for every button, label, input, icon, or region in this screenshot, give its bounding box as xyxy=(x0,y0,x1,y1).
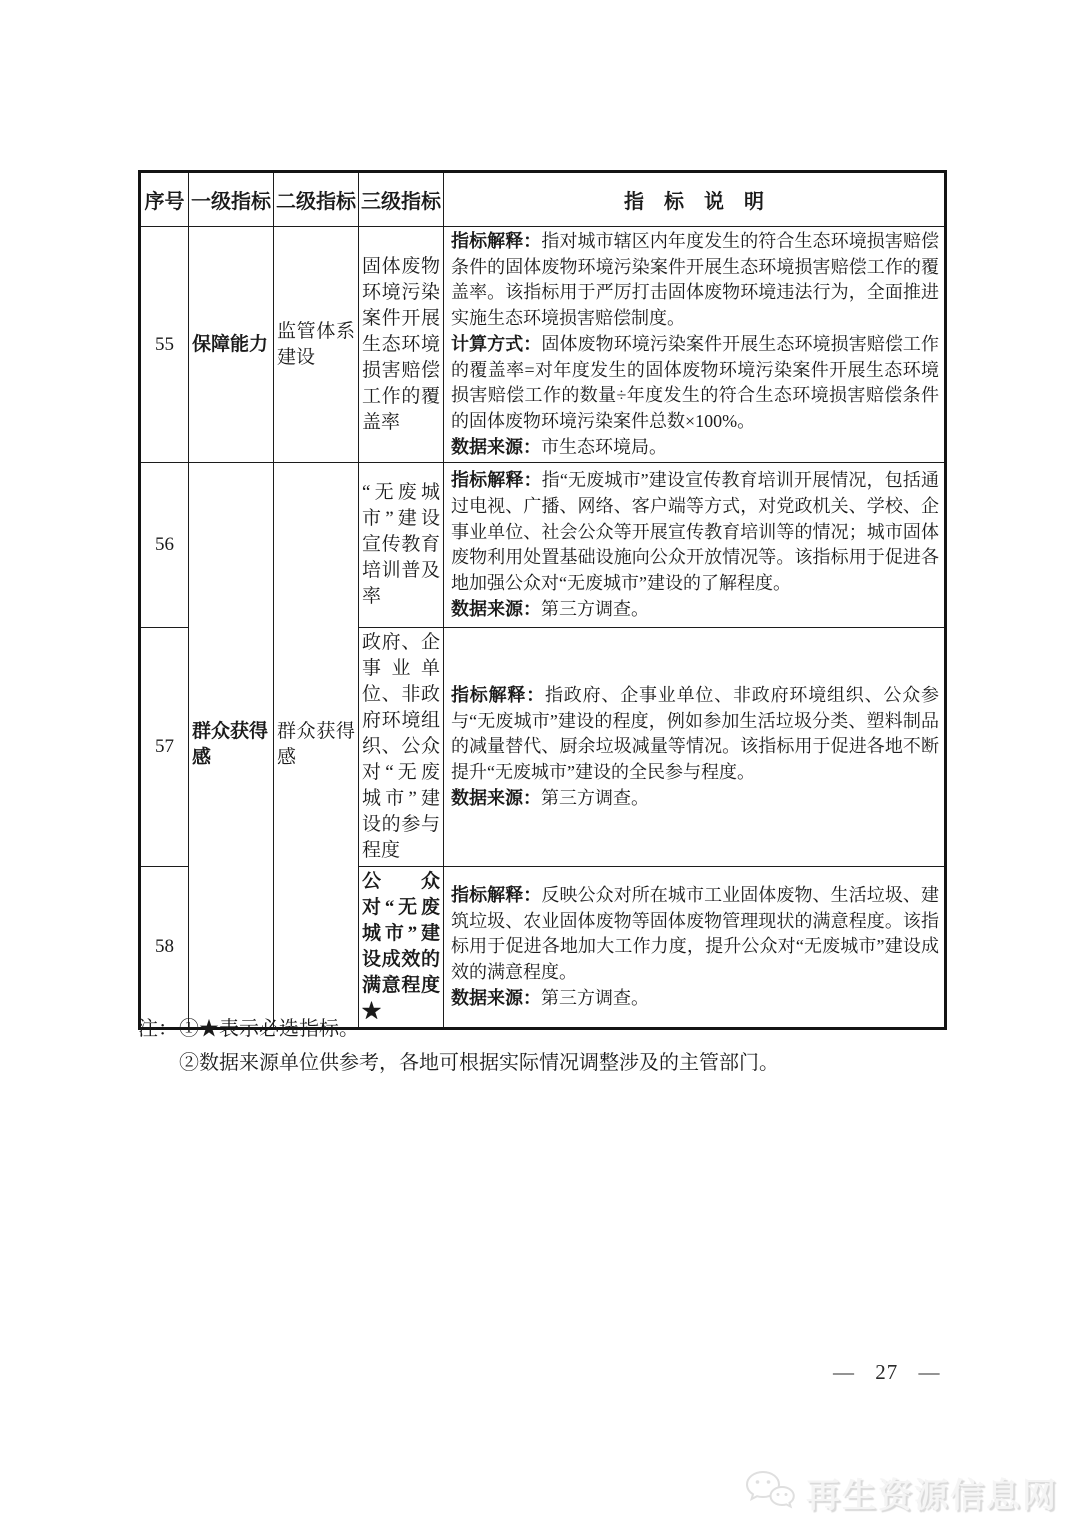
col-header-level1: 一级指标 xyxy=(189,172,274,227)
col-header-level2: 二级指标 xyxy=(274,172,359,227)
cell-description-57 xyxy=(444,628,946,867)
desc-label: 指标解释： xyxy=(451,885,542,906)
desc-text: 第三方调查。 xyxy=(541,598,649,619)
desc-text: 反映公众对所在城市工业固体废物、生活垃圾、建筑垃圾、农业固体废物等固体废物管理现状的满意程度。该指标用于促进各地加大工作力度，提升公众对“无废城市”建设成效的满意程度。 xyxy=(451,885,940,983)
table-row-55 xyxy=(140,227,946,463)
cell-level2-55: 监管体系建设 xyxy=(274,227,359,463)
desc-label: 指标解释： xyxy=(451,470,542,491)
indicator-table xyxy=(138,170,947,1030)
footer-watermark xyxy=(744,1468,1058,1517)
desc-paragraph xyxy=(451,332,939,435)
desc-text: 固体废物环境污染案件开展生态环境损害赔偿工作的覆盖率=对年度发生的固体废物环境污染案件开展生态环境损害赔偿工作的数量÷年度发生的符合生态环境损害赔偿条件的固体废物环境污染案件总数×100%。 xyxy=(451,333,940,431)
desc-paragraph xyxy=(451,683,939,786)
cell-serial-58: 58 xyxy=(140,867,189,1029)
desc-paragraph xyxy=(451,597,939,623)
note-line-2 xyxy=(138,1046,958,1080)
cell-level3-55: 固体废物环境污染案件开展生态环境损害赔偿工作的覆盖率 xyxy=(359,227,444,463)
note-line-1 xyxy=(138,1012,958,1046)
page-number: — 27 — xyxy=(833,1360,941,1384)
desc-label: 数据来源： xyxy=(451,436,541,457)
table-header-row xyxy=(140,172,946,227)
desc-text: 市生态环境局。 xyxy=(541,436,667,457)
cell-level1-merged-56-58: 群众获得感 xyxy=(189,463,274,1029)
col-header-serial: 序号 xyxy=(140,172,189,227)
desc-paragraph xyxy=(451,468,939,597)
note-text: ①★表示必选指标。 xyxy=(179,1018,359,1040)
desc-label: 数据来源： xyxy=(451,787,541,808)
cell-description-58 xyxy=(444,867,946,1029)
table-row-56 xyxy=(140,463,946,628)
cell-description-55 xyxy=(444,227,946,463)
cell-level1-55: 保障能力 xyxy=(189,227,274,463)
cell-level3-56: “无废城市”建设宣传教育培训普及率 xyxy=(359,463,444,628)
cell-description-56 xyxy=(444,463,946,628)
cell-serial-57: 57 xyxy=(140,628,189,867)
desc-text: 第三方调查。 xyxy=(541,787,649,808)
watermark-text: 再生资源信息网 xyxy=(806,1477,1058,1515)
desc-text: 指对城市辖区内年度发生的符合生态环境损害赔偿条件的固体废物环境污染案件开展生态环境损害赔偿工作的覆盖率。该指标用于严厉打击固体废物环境违法行为，全面推进实施生态环境损害赔偿制度。 xyxy=(451,231,940,329)
desc-paragraph xyxy=(451,229,939,332)
desc-text: 指“无废城市”建设宣传教育培训开展情况，包括通过电视、广播、网络、客户端等方式，对党政机关、学校、企事业单位、社会公众等开展宣传教育培训等的情况；城市固体废物利用处置基础设施向公众开放情况等。该指标用于促进各地加强公众对“无废城市”建设的了解程度。 xyxy=(451,470,939,594)
table-notes xyxy=(138,1012,958,1080)
desc-paragraph xyxy=(451,435,939,461)
cell-serial-56: 56 xyxy=(140,463,189,628)
desc-text: 指政府、企事业单位、非政府环境组织、公众参与“无废城市”建设的程度，例如参加生活垃圾分类、塑料制品的减量替代、厨余垃圾减量等情况。该指标用于促进各地不断提升“无废城市”建设的全民参与程度。 xyxy=(451,685,939,783)
cell-level2-merged-56-58: 群众获得感 xyxy=(274,463,359,1029)
desc-label: 数据来源： xyxy=(451,987,541,1008)
col-header-level3: 三级指标 xyxy=(359,172,444,227)
desc-label: 计算方式： xyxy=(451,333,542,354)
cell-level3-58: 公众对“无废城市”建设成效的满意程度★ xyxy=(359,867,444,1029)
desc-paragraph xyxy=(451,786,939,812)
note-prefix: 注： xyxy=(138,1018,178,1040)
cell-level3-57: 政府、企事业单位、非政府环境组织、公众对“无废城市”建设的参与程度 xyxy=(359,628,444,867)
cell-serial-55: 55 xyxy=(140,227,189,463)
desc-paragraph xyxy=(451,883,939,986)
note-text: ②数据来源单位供参考，各地可根据实际情况调整涉及的主管部门。 xyxy=(179,1052,779,1074)
desc-label: 指标解释： xyxy=(451,231,542,251)
desc-text: 第三方调查。 xyxy=(541,987,649,1008)
wechat-icon xyxy=(744,1469,796,1516)
desc-label: 数据来源： xyxy=(451,598,541,619)
col-header-description: 指 标 说 明 xyxy=(444,172,946,227)
desc-label: 指标解释： xyxy=(451,685,545,706)
desc-paragraph xyxy=(451,986,939,1012)
